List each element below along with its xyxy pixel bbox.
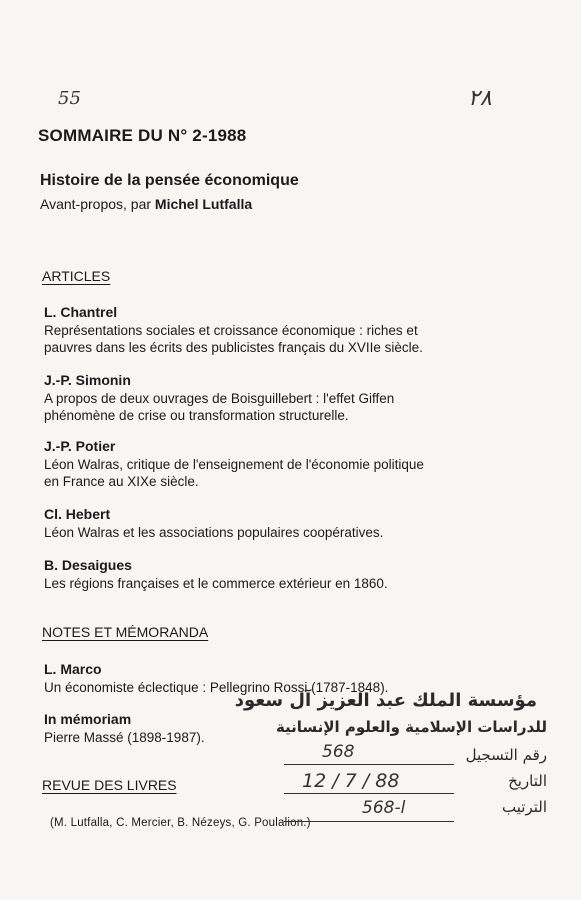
article-title-line: en France au XIXe siècle. — [44, 474, 199, 489]
article-title-line: Les régions françaises et le commerce extérieur en 1860. — [44, 576, 388, 591]
article-author: J.-P. Simonin — [44, 372, 131, 388]
issue-theme-title: Histoire de la pensée économique — [40, 172, 299, 189]
library-stamp — [234, 690, 547, 830]
article-author: B. Desaigues — [44, 557, 132, 573]
article-author: J.-P. Potier — [44, 438, 116, 454]
stamp-rule — [284, 764, 454, 765]
article-entry — [44, 438, 544, 490]
avant-propos — [40, 196, 252, 212]
stamp-label-order: الترتيب — [502, 798, 547, 816]
stamp-value-order: 568-l — [362, 798, 406, 818]
note-title-line: Un économiste éclectique : Pellegrino Rossi (1787-1848). — [44, 680, 389, 695]
stamp-value-number: 568 — [322, 742, 355, 762]
stamp-value-date: 12 / 7 / 88 — [302, 770, 400, 792]
articles-heading: ARTICLES — [42, 268, 111, 284]
article-author: L. Chantrel — [44, 304, 118, 320]
stamp-label-number: رقم التسجيل — [465, 746, 547, 764]
page-title: SOMMAIRE DU N° 2-1988 — [38, 126, 247, 145]
article-title-line: A propos de deux ouvrages de Boisguillebert : l'effet Giffen — [44, 391, 395, 406]
avant-propos-author: Michel Lutfalla — [154, 196, 253, 212]
note-title-line: Pierre Massé (1898-1987). — [44, 730, 205, 745]
article-entry — [44, 506, 544, 541]
article-title-line: pauvres dans les écrits des publicistes français du XVIIe siècle. — [44, 340, 423, 355]
stamp-label-date: التاريخ — [508, 772, 547, 790]
note-entry — [44, 711, 264, 746]
stamp-rule — [284, 793, 454, 794]
handwritten-arabic-number: ٢٨ — [468, 86, 492, 111]
revue-reviewers: (M. Lutfalla, C. Mercier, B. Nézeys, G. Poulalion.) — [50, 817, 311, 829]
stamp-rule — [284, 821, 454, 822]
revue-heading: REVUE DES LIVRES — [42, 777, 177, 793]
note-author: In mémoriam — [44, 711, 132, 727]
article-title-line: Léon Walras, critique de l'enseignement de l'économie politique — [44, 457, 424, 472]
notes-heading: NOTES ET MÉMORANDA — [42, 624, 209, 640]
handwritten-page-number: 55 — [58, 88, 81, 109]
article-title-line: phénomène de crise ou transformation structurelle. — [44, 408, 349, 423]
article-author: Cl. Hebert — [44, 506, 111, 522]
avant-propos-prefix: Avant-propos, par — [40, 196, 152, 212]
note-author: L. Marco — [44, 661, 102, 677]
article-title-line: Représentations sociales et croissance économique : riches et — [44, 323, 418, 338]
article-entry — [44, 304, 544, 356]
stamp-institution-line: مؤسسة الملك عبد العزيز آل سعود — [234, 690, 537, 711]
article-entry — [44, 557, 544, 592]
article-title-line: Léon Walras et les associations populaires coopératives. — [44, 525, 384, 540]
stamp-institution-line: للدراسات الإسلامية والعلوم الإنسانية — [275, 718, 547, 736]
article-entry — [44, 372, 544, 424]
